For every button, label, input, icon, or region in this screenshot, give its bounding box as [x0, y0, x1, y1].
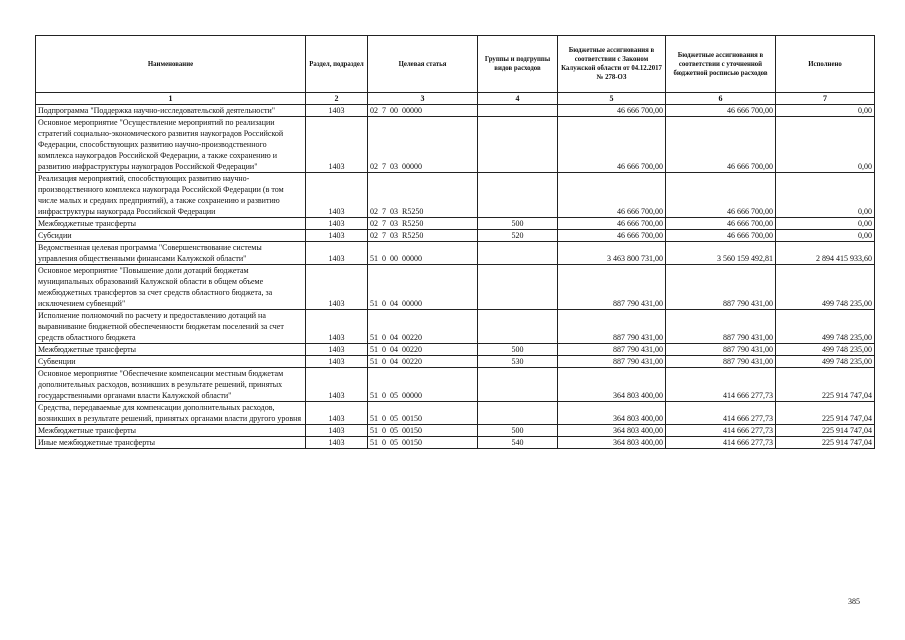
- row-group: [478, 265, 558, 310]
- row-section: 1403: [306, 173, 368, 218]
- row-group: 500: [478, 425, 558, 437]
- row-executed-amount: 499 748 235,00: [776, 310, 875, 344]
- row-name: Средства, передаваемые для компенсации дополнительных расходов, возникших в результате решений, принятых органами власти другого уровня: [36, 402, 306, 425]
- row-executed-amount: 225 914 747,04: [776, 402, 875, 425]
- table-row: [36, 402, 875, 425]
- header-section: Раздел, подраздел: [306, 36, 368, 93]
- row-law-amount: 364 803 400,00: [558, 402, 666, 425]
- row-refined-amount: 46 666 700,00: [666, 117, 776, 173]
- table-header-row: [36, 36, 875, 93]
- row-target: 51 0 05 00150: [368, 425, 478, 437]
- row-name: Межбюджетные трансферты: [36, 218, 306, 230]
- row-group: [478, 117, 558, 173]
- row-section: 1403: [306, 230, 368, 242]
- row-law-amount: 887 790 431,00: [558, 344, 666, 356]
- row-refined-amount: 414 666 277,73: [666, 368, 776, 402]
- table-row: [36, 218, 875, 230]
- column-number: 2: [306, 93, 368, 105]
- row-target: 02 7 03 R5250: [368, 230, 478, 242]
- column-number: 7: [776, 93, 875, 105]
- row-refined-amount: 3 560 159 492,81: [666, 242, 776, 265]
- row-refined-amount: 414 666 277,73: [666, 437, 776, 449]
- column-number: 4: [478, 93, 558, 105]
- row-name: Реализация мероприятий, способствующих развитию научно-производственного комплекса наукограда Российской Федерации (в том числе малых и средних предприятий), а также сохранению и развитию инфраструктуры наукограда Российской Федерации: [36, 173, 306, 218]
- row-target: 51 0 04 00000: [368, 265, 478, 310]
- table-row: [36, 230, 875, 242]
- row-law-amount: 46 666 700,00: [558, 230, 666, 242]
- column-number-row: [36, 93, 875, 105]
- row-refined-amount: 46 666 700,00: [666, 218, 776, 230]
- header-name: Наименование: [36, 36, 306, 93]
- row-law-amount: 887 790 431,00: [558, 310, 666, 344]
- table-row: [36, 344, 875, 356]
- row-section: 1403: [306, 425, 368, 437]
- row-law-amount: 46 666 700,00: [558, 173, 666, 218]
- table-row: [36, 356, 875, 368]
- row-name: Субсидии: [36, 230, 306, 242]
- column-number: 6: [666, 93, 776, 105]
- row-executed-amount: 499 748 235,00: [776, 356, 875, 368]
- table-row: [36, 173, 875, 218]
- row-group: [478, 368, 558, 402]
- row-section: 1403: [306, 402, 368, 425]
- row-executed-amount: 225 914 747,04: [776, 425, 875, 437]
- row-target: 51 0 00 00000: [368, 242, 478, 265]
- row-refined-amount: 46 666 700,00: [666, 230, 776, 242]
- table-row: [36, 425, 875, 437]
- header-law: Бюджетные ассигнования в соответствии с Законом Калужской области от 04.12.2017 № 278-ОЗ: [558, 36, 666, 93]
- row-name: Основное мероприятие "Осуществление мероприятий по реализации стратегий социально-экономического развития наукоградов Российской Федерации, способствующих развитию научно-производственного комплекса наукоградов Российской Федерации, а также сохранению и развитию инфраструктуры наукоградов Российской Федерации": [36, 117, 306, 173]
- row-group: [478, 105, 558, 117]
- table-row: [36, 242, 875, 265]
- table-row: [36, 368, 875, 402]
- row-section: 1403: [306, 368, 368, 402]
- row-executed-amount: 0,00: [776, 105, 875, 117]
- row-name: Исполнение полномочий по расчету и предоставлению дотаций на выравнивание бюджетной обеспеченности бюджетам поселений за счет средств областного бюджета: [36, 310, 306, 344]
- row-section: 1403: [306, 344, 368, 356]
- row-group: [478, 173, 558, 218]
- row-law-amount: 364 803 400,00: [558, 425, 666, 437]
- table-row: [36, 437, 875, 449]
- row-executed-amount: 0,00: [776, 173, 875, 218]
- column-number: 3: [368, 93, 478, 105]
- row-name: Межбюджетные трансферты: [36, 425, 306, 437]
- row-name: Ведомственная целевая программа "Совершенствование системы управления общественными финансами Калужской области": [36, 242, 306, 265]
- row-executed-amount: 0,00: [776, 117, 875, 173]
- header-groups: Группы и подгруппы видов расходов: [478, 36, 558, 93]
- row-executed-amount: 0,00: [776, 218, 875, 230]
- row-section: 1403: [306, 265, 368, 310]
- row-target: 51 0 04 00220: [368, 310, 478, 344]
- budget-table: [35, 35, 875, 449]
- row-executed-amount: 225 914 747,04: [776, 368, 875, 402]
- row-target: 51 0 04 00220: [368, 356, 478, 368]
- table-row: [36, 105, 875, 117]
- row-name: Иные межбюджетные трансферты: [36, 437, 306, 449]
- row-executed-amount: 2 894 415 933,60: [776, 242, 875, 265]
- row-target: 02 7 03 00000: [368, 117, 478, 173]
- row-section: 1403: [306, 242, 368, 265]
- row-target: 51 0 04 00220: [368, 344, 478, 356]
- table-row: [36, 117, 875, 173]
- row-name: Основное мероприятие "Повышение доли дотаций бюджетам муниципальных образований Калужской области в общем объеме межбюджетных трансфертов за счет средств областного бюджета, за исключением субвенций": [36, 265, 306, 310]
- row-refined-amount: 887 790 431,00: [666, 344, 776, 356]
- row-target: 51 0 05 00150: [368, 402, 478, 425]
- row-name: Основное мероприятие "Обеспечение компенсации местным бюджетам дополнительных расходов, возникших в результате решений, принятых государственными органами власти Калужской области": [36, 368, 306, 402]
- row-law-amount: 3 463 800 731,00: [558, 242, 666, 265]
- row-target: 02 7 03 R5250: [368, 173, 478, 218]
- row-name: Подпрограмма "Поддержка научно-исследовательской деятельности": [36, 105, 306, 117]
- row-law-amount: 46 666 700,00: [558, 117, 666, 173]
- row-target: 51 0 05 00150: [368, 437, 478, 449]
- row-group: [478, 310, 558, 344]
- table-row: [36, 310, 875, 344]
- row-section: 1403: [306, 310, 368, 344]
- row-target: 02 7 00 00000: [368, 105, 478, 117]
- column-number: 1: [36, 93, 306, 105]
- row-target: 02 7 03 R5250: [368, 218, 478, 230]
- row-executed-amount: 499 748 235,00: [776, 265, 875, 310]
- row-refined-amount: 414 666 277,73: [666, 425, 776, 437]
- row-law-amount: 887 790 431,00: [558, 356, 666, 368]
- table-row: [36, 265, 875, 310]
- row-refined-amount: 46 666 700,00: [666, 173, 776, 218]
- row-section: 1403: [306, 117, 368, 173]
- row-name: Межбюджетные трансферты: [36, 344, 306, 356]
- header-executed: Исполнено: [776, 36, 875, 93]
- row-group: 520: [478, 230, 558, 242]
- header-target: Целевая статья: [368, 36, 478, 93]
- column-number: 5: [558, 93, 666, 105]
- row-section: 1403: [306, 218, 368, 230]
- row-refined-amount: 887 790 431,00: [666, 265, 776, 310]
- row-section: 1403: [306, 105, 368, 117]
- row-group: 500: [478, 344, 558, 356]
- row-executed-amount: 225 914 747,04: [776, 437, 875, 449]
- row-group: 530: [478, 356, 558, 368]
- row-group: [478, 402, 558, 425]
- row-law-amount: 364 803 400,00: [558, 437, 666, 449]
- row-group: [478, 242, 558, 265]
- row-law-amount: 364 803 400,00: [558, 368, 666, 402]
- row-executed-amount: 0,00: [776, 230, 875, 242]
- row-law-amount: 46 666 700,00: [558, 218, 666, 230]
- row-refined-amount: 414 666 277,73: [666, 402, 776, 425]
- row-refined-amount: 887 790 431,00: [666, 356, 776, 368]
- row-executed-amount: 499 748 235,00: [776, 344, 875, 356]
- row-law-amount: 46 666 700,00: [558, 105, 666, 117]
- header-refined: Бюджетные ассигнования в соответствии с уточненной бюджетной росписью расходов: [666, 36, 776, 93]
- row-group: 540: [478, 437, 558, 449]
- row-group: 500: [478, 218, 558, 230]
- row-target: 51 0 05 00000: [368, 368, 478, 402]
- row-section: 1403: [306, 356, 368, 368]
- page-number: 385: [848, 597, 860, 606]
- row-name: Субвенции: [36, 356, 306, 368]
- row-refined-amount: 887 790 431,00: [666, 310, 776, 344]
- row-refined-amount: 46 666 700,00: [666, 105, 776, 117]
- row-section: 1403: [306, 437, 368, 449]
- row-law-amount: 887 790 431,00: [558, 265, 666, 310]
